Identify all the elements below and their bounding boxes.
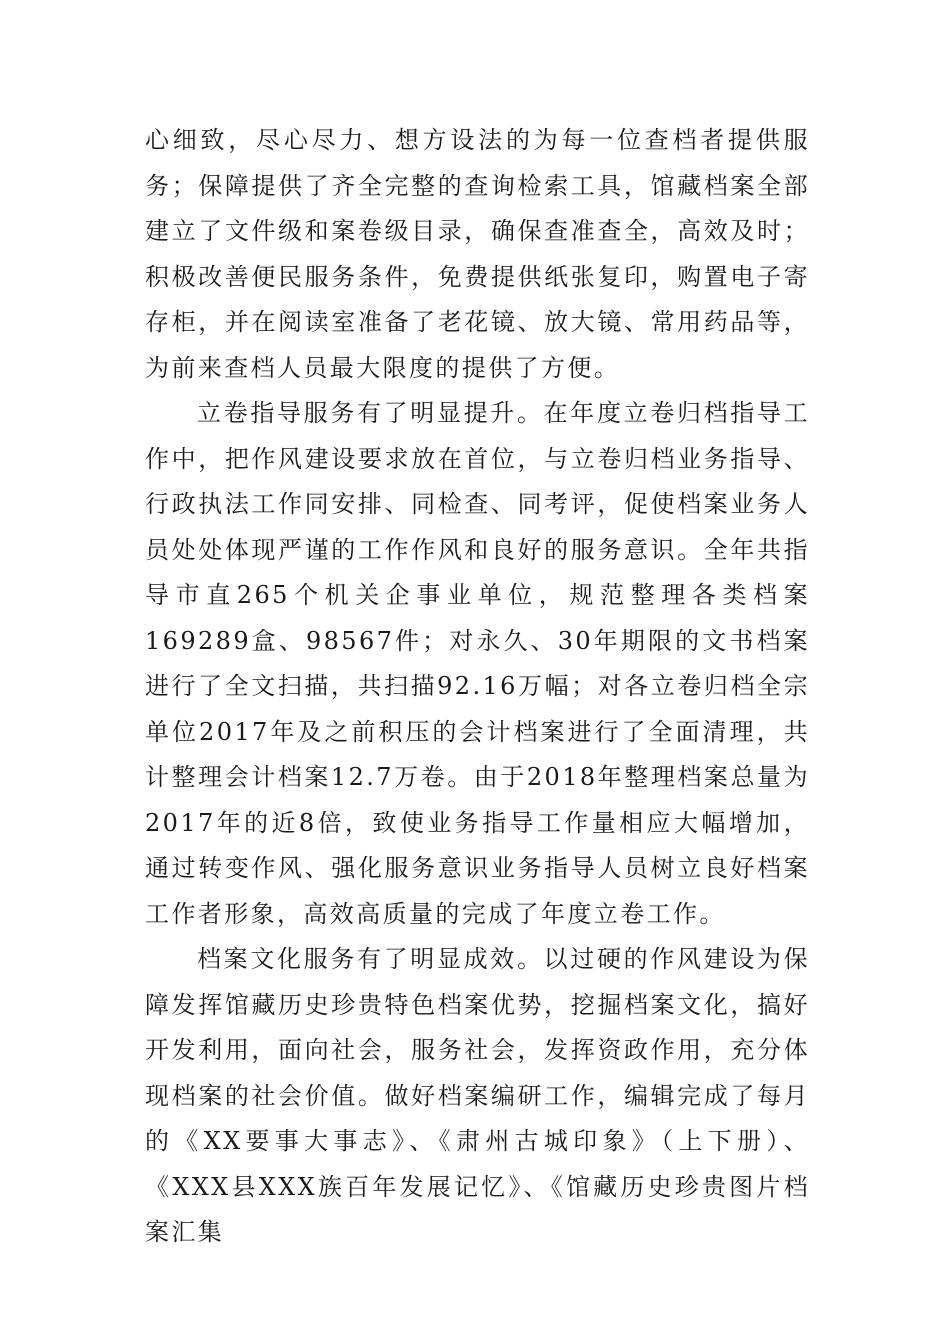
paragraph-2: 立卷指导服务有了明显提升。在年度立卷归档指导工作中，把作风建设要求放在首位，与立卷归档业务指导、行政执法工作同安排、同检查、同考评，促使档案业务人员处处体现严谨的工作作风和良好的服务意识。全年共指导市直265个机关企事业单位，规范整理各类档案169289盒、98567件；对永久、30年期限的文书档案进行了全文扫描，共扫描92.16万幅；对各立卷归档全宗单位2017年及之前积压的会计档案进行了全面清理，共计整理会计档案12.7万卷。由于2018年整理档案总量为2017年的近8倍，致使业务指导工作量相应大幅增加，通过转变作风、强化服务意识业务指导人员树立良好档案工作者形象，高效高质量的完成了年度立卷工作。 bbox=[145, 399, 810, 928]
paragraph-3: 档案文化服务有了明显成效。以过硬的作风建设为保障发挥馆藏历史珍贵特色档案优势，挖掘档案文化，搞好开发利用，面向社会，服务社会，发挥资政作用，充分体现档案的社会价值。做好档案编研工作，编辑完成了每月的《XX要事大事志》、《肃州古城印象》（上下册）、《XXX县XXX族百年发展记忆》、《馆藏历史珍贵图片档案汇集 bbox=[145, 945, 810, 1246]
document-page bbox=[145, 118, 810, 1256]
paragraph-1: 心细致，尽心尽力、想方设法的为每一位查档者提供服务；保障提供了齐全完整的查询检索工具，馆藏档案全部建立了文件级和案卷级目录，确保查准查全，高效及时；积极改善便民服务条件，免费提供纸张复印，购置电子寄存柜，并在阅读室准备了老花镜、放大镜、常用药品等，为前来查档人员最大限度的提供了方便。 bbox=[145, 126, 810, 382]
